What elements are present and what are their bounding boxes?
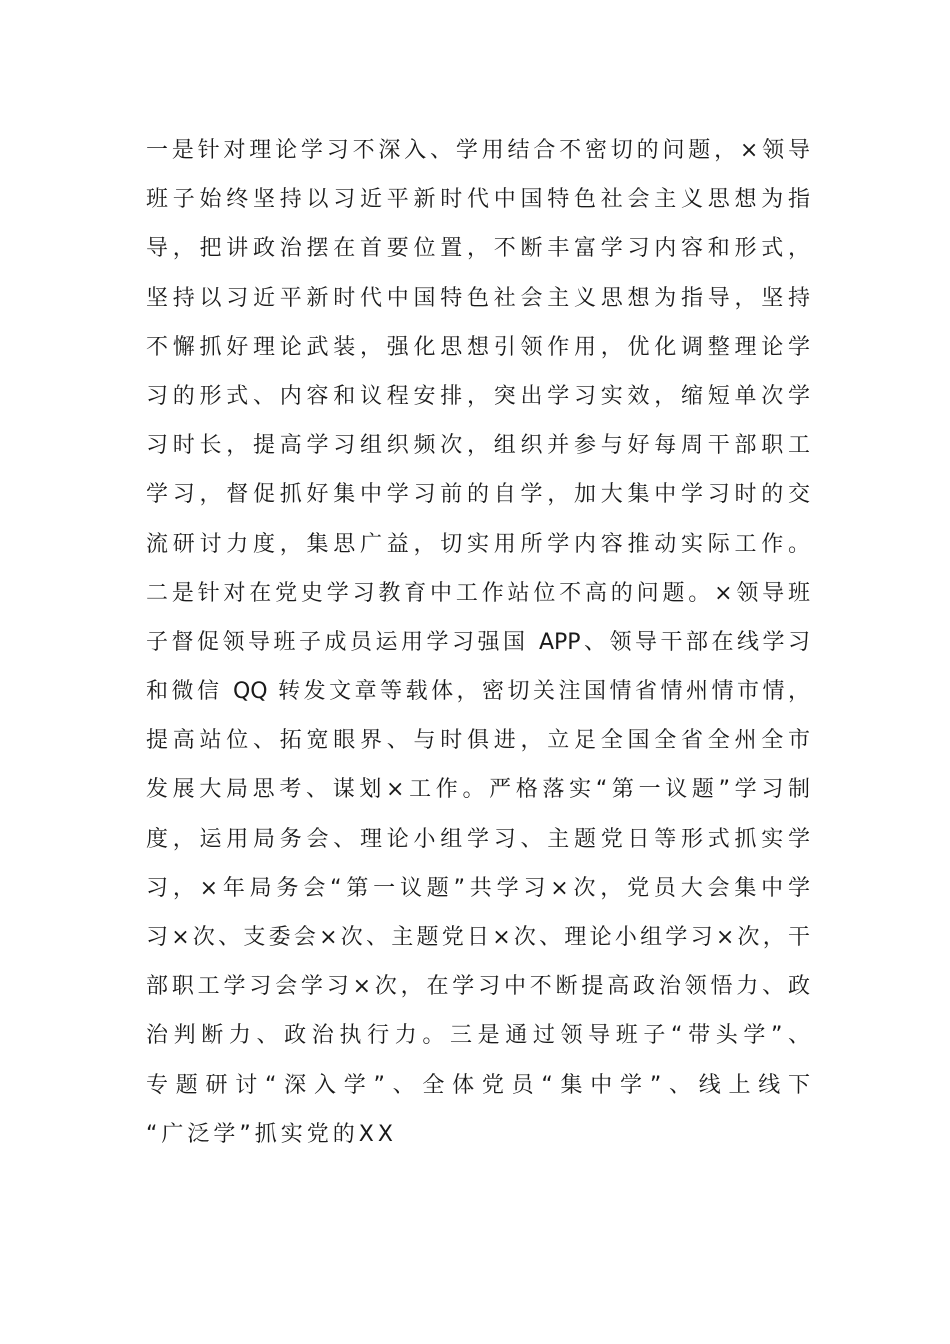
text-line: 流研讨力度，集思广益，切实用所学内容推动实际工作。	[146, 531, 810, 557]
body-paragraph	[146, 126, 810, 1159]
text-line: 子督促领导班子成员运用学习强国 APP、领导干部在线学习	[146, 629, 810, 655]
text-line: 度，运用局务会、理论小组学习、主题党日等形式抓实学	[146, 826, 810, 852]
text-line: 二是针对在党史学习教育中工作站位不高的问题。×领导班	[146, 580, 810, 606]
text-line: 坚持以习近平新时代中国特色社会主义思想为指导，坚持	[146, 285, 810, 311]
text-line: 提高站位、拓宽眼界、与时俱进，立足全国全省全州全市	[146, 728, 810, 754]
text-line: 治判断力、政治执行力。三是通过领导班子“带头学”、	[146, 1023, 810, 1049]
text-line: 发展大局思考、谋划×工作。严格落实“第一议题”学习制	[146, 777, 810, 803]
text-line: 和微信 QQ 转发文章等载体，密切关注国情省情州情市情，	[146, 679, 810, 705]
text-line: 学习，督促抓好集中学习前的自学，加大集中学习时的交	[146, 482, 810, 508]
text-line: 习时长，提高学习组织频次，组织并参与好每周干部职工	[146, 433, 810, 459]
text-line: “广泛学”抓实党的XX	[146, 1121, 397, 1147]
text-line: 不懈抓好理论武装，强化思想引领作用，优化调整理论学	[146, 334, 810, 360]
text-line: 班子始终坚持以习近平新时代中国特色社会主义思想为指	[146, 187, 810, 213]
text-line: 导，把讲政治摆在首要位置，不断丰富学习内容和形式，	[146, 236, 810, 262]
text-line: 部职工学习会学习×次，在学习中不断提高政治领悟力、政	[146, 974, 810, 1000]
text-line: 习，×年局务会“第一议题”共学习×次，党员大会集中学	[146, 875, 810, 901]
text-line: 一是针对理论学习不深入、学用结合不密切的问题，×领导	[146, 138, 810, 163]
text-line: 专题研讨“深入学”、全体党员“集中学”、线上线下	[146, 1072, 810, 1098]
text-line: 习×次、支委会×次、主题党日×次、理论小组学习×次，干	[146, 925, 810, 950]
text-line: 习的形式、内容和议程安排，突出学习实效，缩短单次学	[146, 383, 810, 409]
